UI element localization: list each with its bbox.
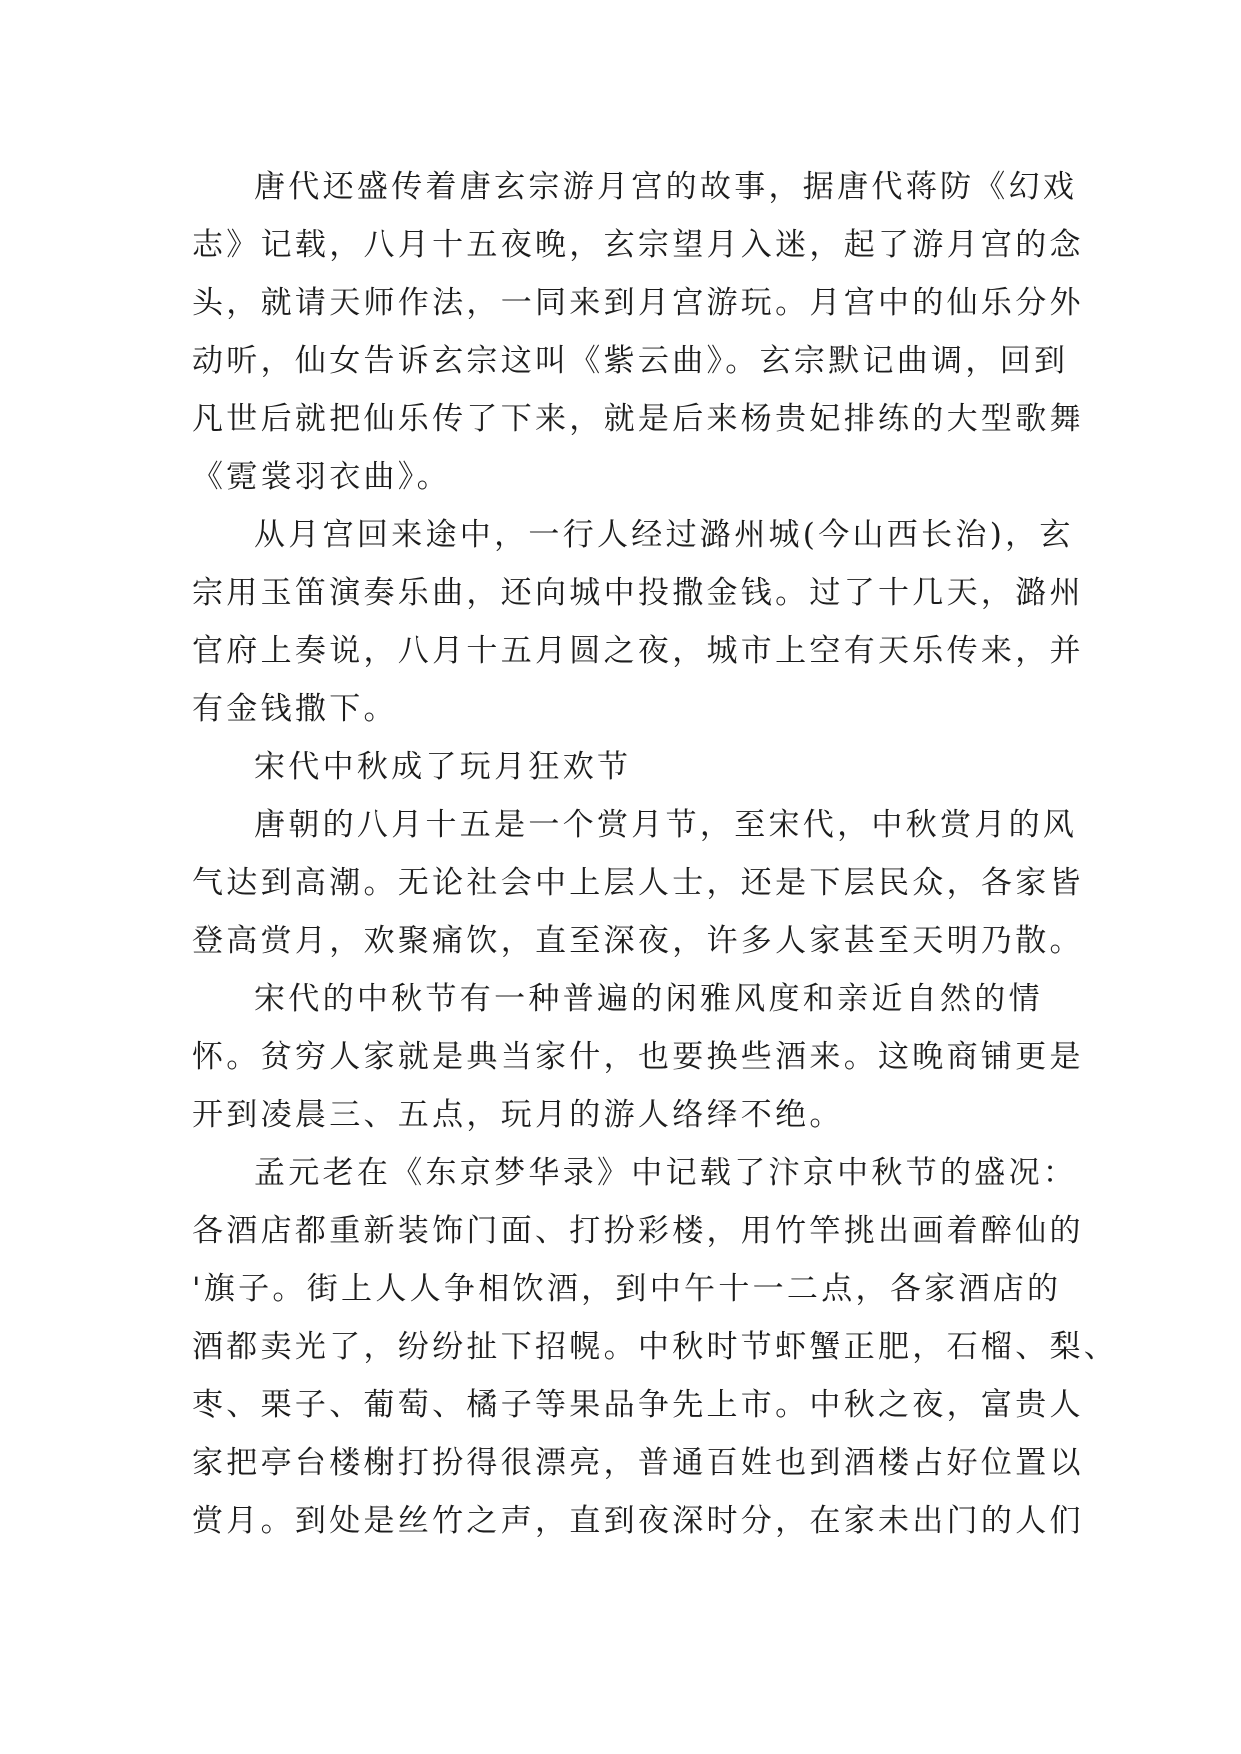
text-line: 气达到高潮。无论社会中上层人士，还是下层民众，各家皆 (192, 865, 1084, 901)
text-line: 孟元老在《东京梦华录》中记载了汴京中秋节的盛况： (254, 1155, 1078, 1191)
text-line: 志》记载，八月十五夜晚，玄宗望月入迷，起了游月宫的念 (192, 227, 1084, 263)
text-line: 家把亭台楼榭打扮得很漂亮，普通百姓也到酒楼占好位置以 (192, 1445, 1084, 1481)
text-line: 唐代还盛传着唐玄宗游月宫的故事，据唐代蒋防《幻戏 (254, 169, 1078, 205)
text-line: 凡世后就把仙乐传了下来，就是后来杨贵妃排练的大型歌舞 (192, 401, 1084, 437)
text-line: 有金钱撒下。 (192, 691, 398, 727)
text-line: 枣、栗子、葡萄、橘子等果品争先上市。中秋之夜，富贵人 (192, 1387, 1084, 1423)
text-line: 官府上奏说，八月十五月圆之夜，城市上空有天乐传来，并 (192, 633, 1084, 669)
text-line: 动听，仙女告诉玄宗这叫《紫云曲》。玄宗默记曲调，回到 (192, 343, 1069, 379)
text-line: 《霓裳羽衣曲》。 (192, 459, 451, 495)
heading-text: 宋代中秋成了玩月狂欢节 (254, 749, 632, 785)
text-line: 登高赏月，欢聚痛饮，直至深夜，许多人家甚至天明乃散。 (192, 923, 1084, 959)
text-line: 怀。贫穷人家就是典当家什，也要换些酒来。这晚商铺更是 (192, 1039, 1084, 1075)
paragraph-dongjing-menghua-lu (192, 1144, 1119, 1550)
paragraph-song-elegance (192, 970, 1084, 1144)
text-line: 酒都卖光了，纷纷扯下招幌。中秋时节虾蟹正肥，石榴、梨、 (192, 1329, 1119, 1365)
text-line: 头，就请天师作法，一同来到月宫游玩。月宫中的仙乐分外 (192, 285, 1084, 321)
text-line: 宗用玉笛演奏乐曲，还向城中投撒金钱。过了十几天，潞州 (192, 575, 1084, 611)
document-body (192, 158, 1119, 1550)
text-line: 开到凌晨三、五点，玩月的游人络绎不绝。 (192, 1097, 844, 1133)
text-line: 从月宫回来途中，一行人经过潞州城(今山西长治)，玄 (254, 517, 1074, 553)
paragraph-song-moon-viewing (192, 796, 1084, 970)
text-line: '旗子。街上人人争相饮酒，到中午十一二点，各家酒店的 (192, 1271, 1062, 1307)
text-line: 宋代的中秋节有一种普遍的闲雅风度和亲近自然的情 (254, 981, 1043, 1017)
text-line: 各酒店都重新装饰门面、打扮彩楼，用竹竿挑出画着醉仙的 (192, 1213, 1084, 1249)
text-line: 唐朝的八月十五是一个赏月节，至宋代，中秋赏月的风 (254, 807, 1078, 843)
section-heading (192, 738, 1057, 796)
paragraph-tang-moon-palace (192, 158, 1084, 506)
text-line: 赏月。到处是丝竹之声，直到夜深时分，在家未出门的人们 (192, 1503, 1084, 1539)
paragraph-luzhou (192, 506, 1084, 738)
